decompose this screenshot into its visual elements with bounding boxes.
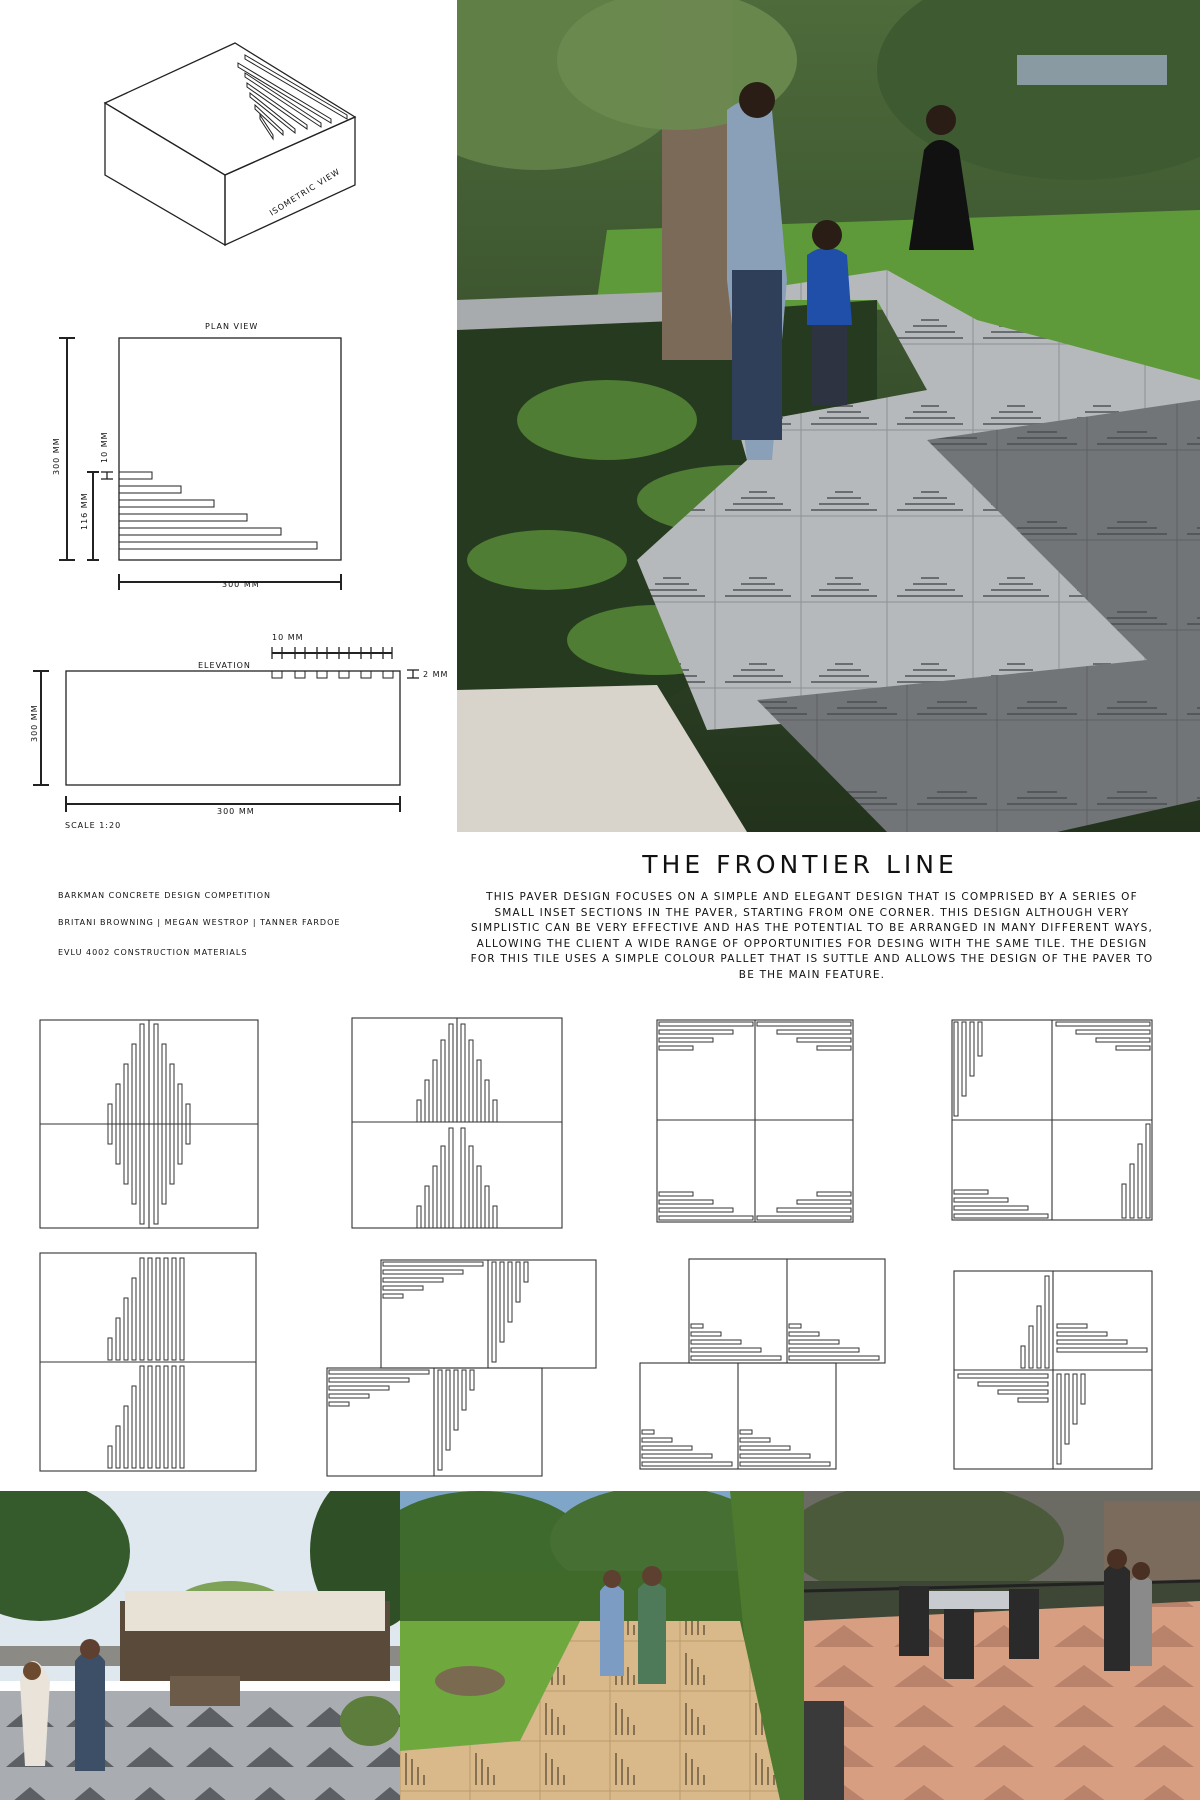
layout-patterns <box>0 1000 1200 1485</box>
plan-width-dimension: 300 MM <box>222 580 260 589</box>
isometric-drawing <box>95 35 375 250</box>
elevation-drawing <box>25 640 435 820</box>
author-names: BRITANI BROWNING | MEGAN WESTROP | TANNER FARDOE <box>58 918 341 927</box>
garden-walk-render <box>400 1491 804 1800</box>
plan-inset-dimension: 10 MM <box>100 431 109 463</box>
plan-height-dimension: 300 MM <box>52 437 61 475</box>
deck-patio-render <box>804 1491 1200 1800</box>
design-description: THIS PAVER DESIGN FOCUSES ON A SIMPLE AND ELEGANT DESIGN THAT IS COMPRISED BY A SERIES OF SMALL INSET SECTIONS IN THE PAVER, STARTING FROM ONE CORNER. THIS DESIGN ALTHOUGH VERY SIMPLISTIC CAN BE VERY EFFECTIVE AND HAS THE POTENTIAL TO BE ARRANGED IN MANY DIFFERENT WAYS, ALLOWING THE CLIENT A WIDE RANGE OF OPPORTUNITIES FOR DESING WITH THE SAME TILE. THE DESIGN FOR THIS TILE USES A SIMPLE COLOUR PALLET THAT IS SUTTLE AND ALLOWS THE DESIGN OF THE PAVER TO BE THE MAIN FEATURE. <box>470 891 1154 981</box>
garden-path-render <box>457 0 1200 832</box>
isometric-label: ISOMETRIC VIEW <box>268 166 342 218</box>
elevation-height-dimension: 300 MM <box>30 704 39 742</box>
scale-label: SCALE 1:20 <box>65 821 122 830</box>
page-title: THE FRONTIER LINE <box>642 850 958 879</box>
rooftop-lounge-render <box>0 1491 400 1800</box>
elevation-groove-dimension: 10 MM <box>272 633 304 642</box>
elevation-depth-dimension: 2 MM <box>423 670 449 679</box>
competition-name: BARKMAN CONCRETE DESIGN COMPETITION <box>58 891 272 900</box>
elevation-width-dimension: 300 MM <box>217 807 255 816</box>
elevation-label: ELEVATION <box>198 661 251 670</box>
plan-inset-height-dimension: 116 MM <box>80 492 89 530</box>
course-name: EVLU 4002 CONSTRUCTION MATERIALS <box>58 948 248 957</box>
plan-view-label: PLAN VIEW <box>205 322 259 331</box>
